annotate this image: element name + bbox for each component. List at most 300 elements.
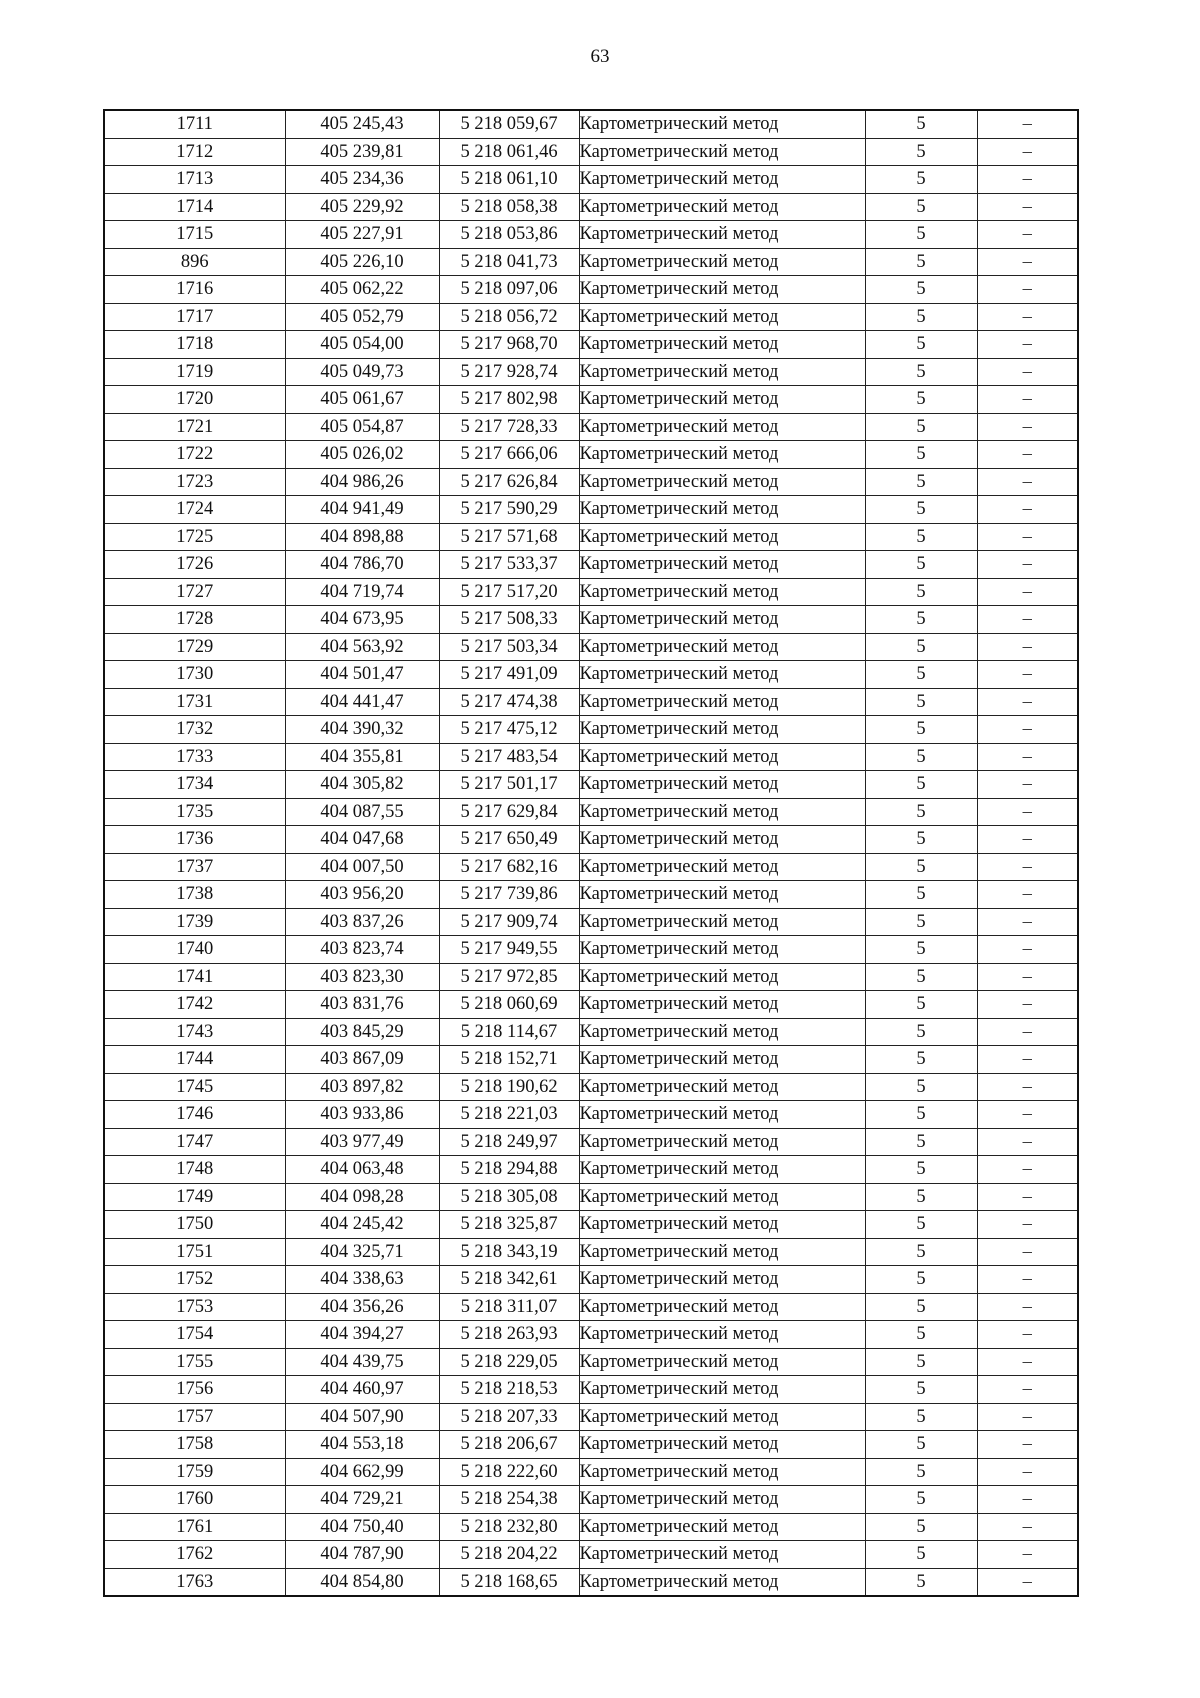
coordinate-y-cell: 5 218 229,05 xyxy=(439,1348,579,1376)
point-number-cell: 1725 xyxy=(104,523,285,551)
method-cell: Картометрический метод xyxy=(579,963,865,991)
point-number-cell: 1758 xyxy=(104,1431,285,1459)
accuracy-cell: 5 xyxy=(865,1018,977,1046)
point-number-cell: 1721 xyxy=(104,413,285,441)
method-cell: Картометрический метод xyxy=(579,771,865,799)
coordinates-table xyxy=(103,109,1079,1597)
note-cell: – xyxy=(977,303,1078,331)
accuracy-cell: 5 xyxy=(865,633,977,661)
table-row xyxy=(104,303,1078,331)
coordinate-y-cell: 5 218 222,60 xyxy=(439,1458,579,1486)
point-number-cell: 1711 xyxy=(104,110,285,138)
coordinate-x-cell: 405 052,79 xyxy=(285,303,439,331)
point-number-cell: 1740 xyxy=(104,936,285,964)
table-row xyxy=(104,991,1078,1019)
point-number-cell: 896 xyxy=(104,248,285,276)
accuracy-cell: 5 xyxy=(865,1321,977,1349)
table-row xyxy=(104,468,1078,496)
table-row xyxy=(104,441,1078,469)
coordinate-x-cell: 403 823,30 xyxy=(285,963,439,991)
method-cell: Картометрический метод xyxy=(579,1486,865,1514)
method-cell: Картометрический метод xyxy=(579,1513,865,1541)
note-cell: – xyxy=(977,963,1078,991)
accuracy-cell: 5 xyxy=(865,743,977,771)
table-row xyxy=(104,1018,1078,1046)
method-cell: Картометрический метод xyxy=(579,110,865,138)
table-row xyxy=(104,633,1078,661)
note-cell: – xyxy=(977,798,1078,826)
coordinate-x-cell: 404 673,95 xyxy=(285,606,439,634)
coordinate-y-cell: 5 218 058,38 xyxy=(439,193,579,221)
table-row xyxy=(104,110,1078,138)
accuracy-cell: 5 xyxy=(865,1266,977,1294)
method-cell: Картометрический метод xyxy=(579,1128,865,1156)
accuracy-cell: 5 xyxy=(865,413,977,441)
coordinate-y-cell: 5 217 949,55 xyxy=(439,936,579,964)
accuracy-cell: 5 xyxy=(865,138,977,166)
table-row xyxy=(104,1156,1078,1184)
accuracy-cell: 5 xyxy=(865,826,977,854)
coordinate-x-cell: 404 245,42 xyxy=(285,1211,439,1239)
method-cell: Картометрический метод xyxy=(579,1348,865,1376)
coordinate-x-cell: 405 049,73 xyxy=(285,358,439,386)
accuracy-cell: 5 xyxy=(865,386,977,414)
table-row xyxy=(104,1431,1078,1459)
coordinate-x-cell: 405 245,43 xyxy=(285,110,439,138)
method-cell: Картометрический метод xyxy=(579,661,865,689)
coordinate-y-cell: 5 217 728,33 xyxy=(439,413,579,441)
accuracy-cell: 5 xyxy=(865,1348,977,1376)
note-cell: – xyxy=(977,1458,1078,1486)
accuracy-cell: 5 xyxy=(865,798,977,826)
accuracy-cell: 5 xyxy=(865,908,977,936)
coordinate-y-cell: 5 218 232,80 xyxy=(439,1513,579,1541)
accuracy-cell: 5 xyxy=(865,1156,977,1184)
method-cell: Картометрический метод xyxy=(579,138,865,166)
table-row xyxy=(104,1266,1078,1294)
coordinate-y-cell: 5 217 666,06 xyxy=(439,441,579,469)
coordinate-x-cell: 403 837,26 xyxy=(285,908,439,936)
method-cell: Картометрический метод xyxy=(579,303,865,331)
note-cell: – xyxy=(977,1211,1078,1239)
coordinate-x-cell: 405 226,10 xyxy=(285,248,439,276)
accuracy-cell: 5 xyxy=(865,358,977,386)
coordinate-x-cell: 404 047,68 xyxy=(285,826,439,854)
method-cell: Картометрический метод xyxy=(579,688,865,716)
point-number-cell: 1720 xyxy=(104,386,285,414)
accuracy-cell: 5 xyxy=(865,248,977,276)
table-row xyxy=(104,523,1078,551)
table-row xyxy=(104,963,1078,991)
method-cell: Картометрический метод xyxy=(579,386,865,414)
coordinate-y-cell: 5 218 152,71 xyxy=(439,1046,579,1074)
accuracy-cell: 5 xyxy=(865,468,977,496)
table-row xyxy=(104,1541,1078,1569)
coordinate-y-cell: 5 218 342,61 xyxy=(439,1266,579,1294)
note-cell: – xyxy=(977,633,1078,661)
method-cell: Картометрический метод xyxy=(579,1073,865,1101)
table-row xyxy=(104,1101,1078,1129)
coordinate-y-cell: 5 217 475,12 xyxy=(439,716,579,744)
method-cell: Картометрический метод xyxy=(579,578,865,606)
table-row xyxy=(104,1403,1078,1431)
note-cell: – xyxy=(977,743,1078,771)
accuracy-cell: 5 xyxy=(865,523,977,551)
method-cell: Картометрический метод xyxy=(579,743,865,771)
coordinate-x-cell: 404 355,81 xyxy=(285,743,439,771)
accuracy-cell: 5 xyxy=(865,881,977,909)
coordinate-y-cell: 5 217 590,29 xyxy=(439,496,579,524)
table-row xyxy=(104,826,1078,854)
table-row xyxy=(104,166,1078,194)
coordinate-y-cell: 5 217 533,37 xyxy=(439,551,579,579)
point-number-cell: 1718 xyxy=(104,331,285,359)
accuracy-cell: 5 xyxy=(865,661,977,689)
coordinate-x-cell: 404 750,40 xyxy=(285,1513,439,1541)
method-cell: Картометрический метод xyxy=(579,413,865,441)
note-cell: – xyxy=(977,1376,1078,1404)
coordinate-x-cell: 404 719,74 xyxy=(285,578,439,606)
coordinate-y-cell: 5 218 059,67 xyxy=(439,110,579,138)
coordinate-y-cell: 5 218 168,65 xyxy=(439,1568,579,1596)
table-row xyxy=(104,936,1078,964)
coordinate-y-cell: 5 218 221,03 xyxy=(439,1101,579,1129)
note-cell: – xyxy=(977,1266,1078,1294)
table-row xyxy=(104,1238,1078,1266)
point-number-cell: 1743 xyxy=(104,1018,285,1046)
table-row xyxy=(104,853,1078,881)
method-cell: Картометрический метод xyxy=(579,358,865,386)
coordinate-y-cell: 5 217 517,20 xyxy=(439,578,579,606)
coordinate-x-cell: 404 786,70 xyxy=(285,551,439,579)
table-row xyxy=(104,578,1078,606)
point-number-cell: 1715 xyxy=(104,221,285,249)
table-row xyxy=(104,386,1078,414)
coordinate-x-cell: 404 941,49 xyxy=(285,496,439,524)
accuracy-cell: 5 xyxy=(865,606,977,634)
note-cell: – xyxy=(977,221,1078,249)
table-row xyxy=(104,496,1078,524)
table-row xyxy=(104,606,1078,634)
point-number-cell: 1737 xyxy=(104,853,285,881)
method-cell: Картометрический метод xyxy=(579,331,865,359)
table-row xyxy=(104,771,1078,799)
table-row xyxy=(104,688,1078,716)
point-number-cell: 1732 xyxy=(104,716,285,744)
coordinate-y-cell: 5 218 056,72 xyxy=(439,303,579,331)
note-cell: – xyxy=(977,716,1078,744)
note-cell: – xyxy=(977,468,1078,496)
method-cell: Картометрический метод xyxy=(579,1156,865,1184)
method-cell: Картометрический метод xyxy=(579,441,865,469)
method-cell: Картометрический метод xyxy=(579,1568,865,1596)
accuracy-cell: 5 xyxy=(865,1568,977,1596)
table-row xyxy=(104,138,1078,166)
method-cell: Картометрический метод xyxy=(579,551,865,579)
note-cell: – xyxy=(977,606,1078,634)
method-cell: Картометрический метод xyxy=(579,826,865,854)
coordinate-y-cell: 5 217 739,86 xyxy=(439,881,579,909)
coordinate-y-cell: 5 218 249,97 xyxy=(439,1128,579,1156)
coordinate-y-cell: 5 218 061,46 xyxy=(439,138,579,166)
table-row xyxy=(104,551,1078,579)
method-cell: Картометрический метод xyxy=(579,716,865,744)
note-cell: – xyxy=(977,936,1078,964)
coordinate-y-cell: 5 218 206,67 xyxy=(439,1431,579,1459)
method-cell: Картометрический метод xyxy=(579,1266,865,1294)
table-row xyxy=(104,1073,1078,1101)
coordinate-y-cell: 5 217 474,38 xyxy=(439,688,579,716)
point-number-cell: 1738 xyxy=(104,881,285,909)
accuracy-cell: 5 xyxy=(865,688,977,716)
coordinate-x-cell: 403 933,86 xyxy=(285,1101,439,1129)
accuracy-cell: 5 xyxy=(865,578,977,606)
coordinate-x-cell: 404 338,63 xyxy=(285,1266,439,1294)
point-number-cell: 1746 xyxy=(104,1101,285,1129)
coordinate-y-cell: 5 217 972,85 xyxy=(439,963,579,991)
method-cell: Картометрический метод xyxy=(579,276,865,304)
coordinate-y-cell: 5 217 626,84 xyxy=(439,468,579,496)
coordinate-x-cell: 405 227,91 xyxy=(285,221,439,249)
coordinate-x-cell: 405 054,00 xyxy=(285,331,439,359)
point-number-cell: 1733 xyxy=(104,743,285,771)
table-row xyxy=(104,331,1078,359)
coordinate-y-cell: 5 218 311,07 xyxy=(439,1293,579,1321)
note-cell: – xyxy=(977,441,1078,469)
table-row xyxy=(104,908,1078,936)
point-number-cell: 1716 xyxy=(104,276,285,304)
coordinate-x-cell: 405 234,36 xyxy=(285,166,439,194)
accuracy-cell: 5 xyxy=(865,771,977,799)
coordinate-x-cell: 405 026,02 xyxy=(285,441,439,469)
note-cell: – xyxy=(977,1321,1078,1349)
coordinate-y-cell: 5 217 571,68 xyxy=(439,523,579,551)
coordinate-x-cell: 403 956,20 xyxy=(285,881,439,909)
method-cell: Картометрический метод xyxy=(579,991,865,1019)
table-row xyxy=(104,1348,1078,1376)
method-cell: Картометрический метод xyxy=(579,1431,865,1459)
coordinate-y-cell: 5 218 254,38 xyxy=(439,1486,579,1514)
method-cell: Картометрический метод xyxy=(579,468,865,496)
method-cell: Картометрический метод xyxy=(579,1321,865,1349)
point-number-cell: 1759 xyxy=(104,1458,285,1486)
table-row xyxy=(104,358,1078,386)
coordinate-x-cell: 404 662,99 xyxy=(285,1458,439,1486)
accuracy-cell: 5 xyxy=(865,551,977,579)
method-cell: Картометрический метод xyxy=(579,1101,865,1129)
point-number-cell: 1726 xyxy=(104,551,285,579)
point-number-cell: 1713 xyxy=(104,166,285,194)
note-cell: – xyxy=(977,1541,1078,1569)
page-number: 63 xyxy=(590,46,610,67)
coordinate-y-cell: 5 218 097,06 xyxy=(439,276,579,304)
coordinate-y-cell: 5 218 061,10 xyxy=(439,166,579,194)
coordinate-x-cell: 404 553,18 xyxy=(285,1431,439,1459)
note-cell: – xyxy=(977,1183,1078,1211)
note-cell: – xyxy=(977,1348,1078,1376)
accuracy-cell: 5 xyxy=(865,1431,977,1459)
coordinate-x-cell: 405 061,67 xyxy=(285,386,439,414)
note-cell: – xyxy=(977,1431,1078,1459)
accuracy-cell: 5 xyxy=(865,441,977,469)
note-cell: – xyxy=(977,1568,1078,1596)
coordinate-x-cell: 404 390,32 xyxy=(285,716,439,744)
coordinate-x-cell: 404 098,28 xyxy=(285,1183,439,1211)
accuracy-cell: 5 xyxy=(865,1376,977,1404)
point-number-cell: 1729 xyxy=(104,633,285,661)
point-number-cell: 1712 xyxy=(104,138,285,166)
accuracy-cell: 5 xyxy=(865,193,977,221)
point-number-cell: 1753 xyxy=(104,1293,285,1321)
method-cell: Картометрический метод xyxy=(579,1376,865,1404)
table-row xyxy=(104,1568,1078,1596)
coordinate-y-cell: 5 218 204,22 xyxy=(439,1541,579,1569)
accuracy-cell: 5 xyxy=(865,716,977,744)
note-cell: – xyxy=(977,1101,1078,1129)
note-cell: – xyxy=(977,688,1078,716)
coordinate-x-cell: 404 087,55 xyxy=(285,798,439,826)
note-cell: – xyxy=(977,138,1078,166)
note-cell: – xyxy=(977,853,1078,881)
table-row xyxy=(104,716,1078,744)
method-cell: Картометрический метод xyxy=(579,1541,865,1569)
coordinate-x-cell: 404 394,27 xyxy=(285,1321,439,1349)
coordinate-x-cell: 403 867,09 xyxy=(285,1046,439,1074)
coordinate-x-cell: 404 305,82 xyxy=(285,771,439,799)
table-row xyxy=(104,221,1078,249)
method-cell: Картометрический метод xyxy=(579,166,865,194)
coordinate-x-cell: 403 897,82 xyxy=(285,1073,439,1101)
note-cell: – xyxy=(977,1513,1078,1541)
method-cell: Картометрический метод xyxy=(579,1018,865,1046)
coordinate-x-cell: 404 439,75 xyxy=(285,1348,439,1376)
coordinate-x-cell: 403 977,49 xyxy=(285,1128,439,1156)
coordinate-y-cell: 5 218 041,73 xyxy=(439,248,579,276)
note-cell: – xyxy=(977,496,1078,524)
point-number-cell: 1736 xyxy=(104,826,285,854)
note-cell: – xyxy=(977,578,1078,606)
coordinate-y-cell: 5 218 218,53 xyxy=(439,1376,579,1404)
accuracy-cell: 5 xyxy=(865,1513,977,1541)
note-cell: – xyxy=(977,166,1078,194)
accuracy-cell: 5 xyxy=(865,853,977,881)
coordinate-y-cell: 5 217 802,98 xyxy=(439,386,579,414)
note-cell: – xyxy=(977,1238,1078,1266)
point-number-cell: 1730 xyxy=(104,661,285,689)
accuracy-cell: 5 xyxy=(865,1183,977,1211)
method-cell: Картометрический метод xyxy=(579,881,865,909)
table-row xyxy=(104,1211,1078,1239)
accuracy-cell: 5 xyxy=(865,1293,977,1321)
coordinate-x-cell: 404 898,88 xyxy=(285,523,439,551)
table-row xyxy=(104,881,1078,909)
coordinate-y-cell: 5 217 483,54 xyxy=(439,743,579,771)
point-number-cell: 1748 xyxy=(104,1156,285,1184)
table-row xyxy=(104,1128,1078,1156)
note-cell: – xyxy=(977,386,1078,414)
table-row xyxy=(104,276,1078,304)
coordinate-x-cell: 403 823,74 xyxy=(285,936,439,964)
point-number-cell: 1722 xyxy=(104,441,285,469)
coordinate-x-cell: 404 729,21 xyxy=(285,1486,439,1514)
method-cell: Картометрический метод xyxy=(579,1458,865,1486)
point-number-cell: 1760 xyxy=(104,1486,285,1514)
note-cell: – xyxy=(977,1073,1078,1101)
coordinate-x-cell: 404 787,90 xyxy=(285,1541,439,1569)
accuracy-cell: 5 xyxy=(865,991,977,1019)
point-number-cell: 1742 xyxy=(104,991,285,1019)
coordinate-x-cell: 404 441,47 xyxy=(285,688,439,716)
accuracy-cell: 5 xyxy=(865,496,977,524)
note-cell: – xyxy=(977,881,1078,909)
method-cell: Картометрический метод xyxy=(579,523,865,551)
accuracy-cell: 5 xyxy=(865,963,977,991)
point-number-cell: 1757 xyxy=(104,1403,285,1431)
method-cell: Картометрический метод xyxy=(579,853,865,881)
note-cell: – xyxy=(977,771,1078,799)
accuracy-cell: 5 xyxy=(865,1458,977,1486)
point-number-cell: 1719 xyxy=(104,358,285,386)
coordinate-y-cell: 5 218 190,62 xyxy=(439,1073,579,1101)
table-row xyxy=(104,248,1078,276)
note-cell: – xyxy=(977,193,1078,221)
point-number-cell: 1750 xyxy=(104,1211,285,1239)
coordinate-y-cell: 5 217 508,33 xyxy=(439,606,579,634)
coordinate-y-cell: 5 218 325,87 xyxy=(439,1211,579,1239)
point-number-cell: 1751 xyxy=(104,1238,285,1266)
coordinate-x-cell: 404 507,90 xyxy=(285,1403,439,1431)
note-cell: – xyxy=(977,276,1078,304)
note-cell: – xyxy=(977,110,1078,138)
coordinate-y-cell: 5 217 928,74 xyxy=(439,358,579,386)
accuracy-cell: 5 xyxy=(865,1101,977,1129)
coordinate-x-cell: 405 239,81 xyxy=(285,138,439,166)
table-row xyxy=(104,413,1078,441)
note-cell: – xyxy=(977,908,1078,936)
table-row xyxy=(104,1376,1078,1404)
method-cell: Картометрический метод xyxy=(579,1046,865,1074)
point-number-cell: 1723 xyxy=(104,468,285,496)
note-cell: – xyxy=(977,1403,1078,1431)
coordinate-x-cell: 405 062,22 xyxy=(285,276,439,304)
point-number-cell: 1762 xyxy=(104,1541,285,1569)
coordinate-y-cell: 5 218 263,93 xyxy=(439,1321,579,1349)
coordinate-x-cell: 404 325,71 xyxy=(285,1238,439,1266)
point-number-cell: 1741 xyxy=(104,963,285,991)
note-cell: – xyxy=(977,331,1078,359)
point-number-cell: 1717 xyxy=(104,303,285,331)
point-number-cell: 1756 xyxy=(104,1376,285,1404)
coordinate-x-cell: 404 563,92 xyxy=(285,633,439,661)
point-number-cell: 1724 xyxy=(104,496,285,524)
accuracy-cell: 5 xyxy=(865,221,977,249)
method-cell: Картометрический метод xyxy=(579,606,865,634)
coordinate-y-cell: 5 218 114,67 xyxy=(439,1018,579,1046)
point-number-cell: 1747 xyxy=(104,1128,285,1156)
method-cell: Картометрический метод xyxy=(579,248,865,276)
note-cell: – xyxy=(977,826,1078,854)
coordinate-x-cell: 404 854,80 xyxy=(285,1568,439,1596)
accuracy-cell: 5 xyxy=(865,331,977,359)
point-number-cell: 1731 xyxy=(104,688,285,716)
accuracy-cell: 5 xyxy=(865,1486,977,1514)
coordinate-y-cell: 5 217 650,49 xyxy=(439,826,579,854)
coordinate-y-cell: 5 218 207,33 xyxy=(439,1403,579,1431)
point-number-cell: 1744 xyxy=(104,1046,285,1074)
point-number-cell: 1734 xyxy=(104,771,285,799)
note-cell: – xyxy=(977,661,1078,689)
note-cell: – xyxy=(977,358,1078,386)
